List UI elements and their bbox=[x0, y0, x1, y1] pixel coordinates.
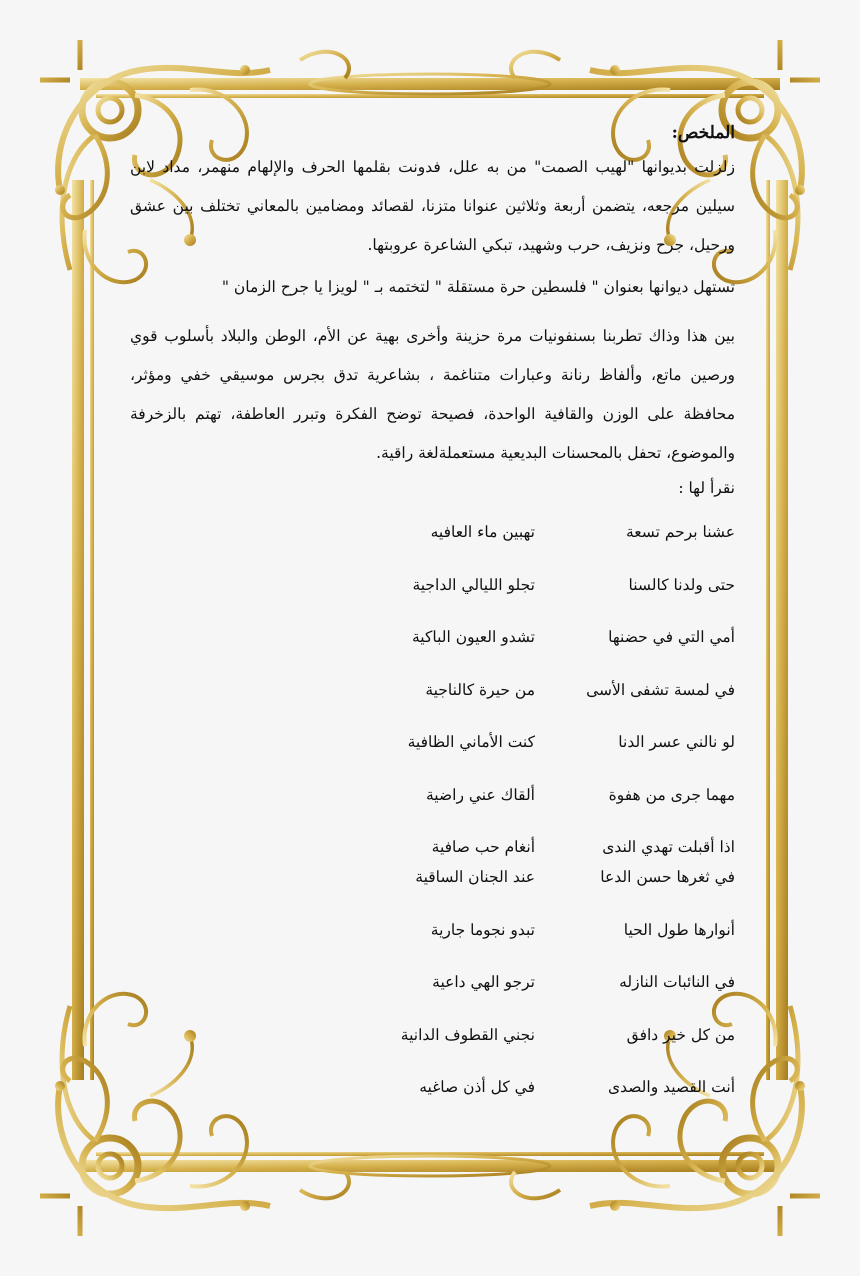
verse-second-hemistich: ألقاك عني راضية bbox=[425, 785, 535, 804]
verse-first-hemistich: في النائبات النازله bbox=[619, 973, 735, 991]
verse-first-hemistich: من كل خير دافق bbox=[626, 1025, 735, 1044]
document-body bbox=[130, 110, 735, 1125]
verse-second-hemistich: نجني القطوف الدانية bbox=[400, 1025, 535, 1044]
paragraph-1: زلزلت بديوانها "لهيب الصمت" من به علل، فدونت بقلمها الحرف والإلهام منهمر، مداد لابن سيلين مرجعه، يتضمن أربعة وثلاثين عنوانا متزنا، لقصائد ومضامين بالمعاني تختلف بين عشق ورحيل، جرح ونزيف، حرب وشهيد، تبكي الشاعرة عروبتها. bbox=[130, 158, 735, 254]
verse bbox=[130, 1072, 735, 1125]
verse-second-hemistich: من حيرة كالناجية bbox=[425, 680, 535, 699]
verse-second-hemistich: تهبين ماء العافيه bbox=[430, 523, 535, 541]
verse bbox=[130, 967, 735, 1020]
verse-first-hemistich: أنت القصيد والصدى bbox=[607, 1078, 735, 1096]
paragraph-3: بين هذا وذاك تطربنا بسنفونيات مرة حزينة وأخرى بهية عن الأم، الوطن والبلاد بأسلوب قوي ورصين ماتع، وألفاظ رنانة وعبارات متناغمة ، بشاعرية تدق بجرس موسيقي خفي ومؤثر، محافظة على الوزن والقافية الواحدة، فصيحة توضح الفكرة وتبرر العاطفة، تهتم بالزخرفة والموضوع، تحفل بالمحسنات البديعية مستعملةلغة راقية. bbox=[130, 327, 735, 462]
verse-second-hemistich: كنت الأماني الظافية bbox=[407, 733, 535, 751]
verse-second-hemistich: عند الجنان الساقية bbox=[415, 868, 535, 886]
summary-heading: الملخص: bbox=[671, 123, 735, 143]
verse bbox=[130, 675, 735, 728]
verse bbox=[130, 915, 735, 968]
poem-intro: نقرأ لها : bbox=[678, 479, 735, 497]
verse bbox=[130, 832, 735, 862]
verse bbox=[130, 570, 735, 623]
verse bbox=[130, 517, 735, 570]
verse bbox=[130, 727, 735, 780]
verse-first-hemistich: في لمسة تشفى الأسى bbox=[586, 680, 735, 699]
verse-second-hemistich: تبدو نجوما جارية bbox=[430, 920, 535, 939]
verse bbox=[130, 862, 735, 915]
verse-first-hemistich: عشنا برحم تسعة bbox=[625, 523, 735, 541]
verse bbox=[130, 780, 735, 833]
verse bbox=[130, 1020, 735, 1073]
verse-first-hemistich: لو نالني عسر الدنا bbox=[618, 733, 735, 751]
verse-second-hemistich: تجلو الليالي الداجية bbox=[412, 575, 535, 594]
poem bbox=[130, 517, 735, 1125]
verse-second-hemistich: تشدو العيون الباكية bbox=[412, 628, 535, 646]
verse-second-hemistich: أنغام حب صافية bbox=[431, 838, 535, 856]
verse-second-hemistich: في كل أذن صاغيه bbox=[419, 1078, 535, 1096]
paragraph-2: تستهل ديوانها بعنوان " فلسطين حرة مستقلة " لتختمه بـ " لويزا يا جرح الزمان " bbox=[221, 278, 735, 296]
verse-second-hemistich: ترجو الهي داعية bbox=[432, 973, 535, 991]
verse-first-hemistich: حتى ولدنا كالسنا bbox=[628, 575, 735, 594]
verse bbox=[130, 622, 735, 675]
verse-first-hemistich: في ثغرها حسن الدعا bbox=[600, 868, 735, 886]
verse-first-hemistich: أنوارها طول الحيا bbox=[623, 920, 735, 939]
verse-first-hemistich: اذا أقبلت تهدي الندى bbox=[602, 838, 735, 856]
verse-first-hemistich: مهما جرى من هفوة bbox=[608, 785, 735, 804]
verse-first-hemistich: أمي التي في حضنها bbox=[608, 628, 735, 646]
